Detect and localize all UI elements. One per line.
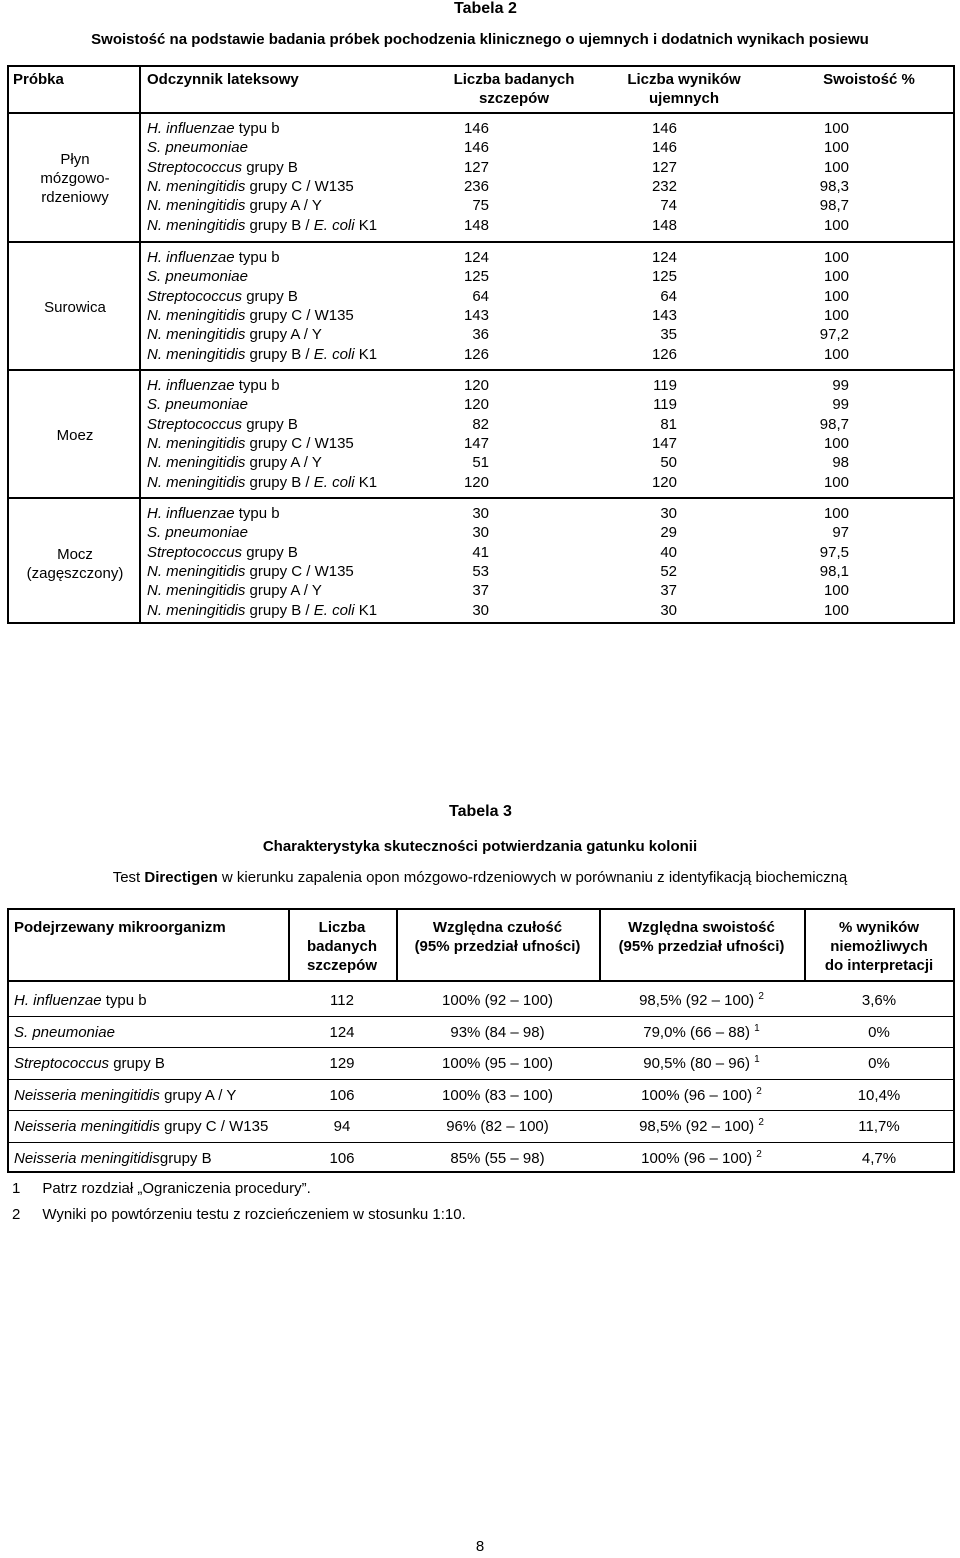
- reagent-name: S. pneumoniae: [147, 396, 248, 414]
- reagent-name: N. meningitidis grupy C / W135: [147, 562, 354, 580]
- table-row: [9, 1081, 953, 1111]
- specificity-value: 99: [832, 377, 849, 394]
- specificity-value: 100: [823, 505, 849, 522]
- strain-count: 41: [472, 543, 489, 561]
- reagent-name: N. meningitidis grupy C / W135: [147, 306, 354, 324]
- strain-count: 112: [330, 992, 354, 1009]
- reagent-name: Streptococcus grupy B: [147, 287, 298, 305]
- strain-count: 30: [472, 524, 489, 542]
- negative-count: 81: [660, 415, 677, 433]
- uninterpretable-percent: 4,7%: [861, 1149, 897, 1167]
- reagent-name: N. meningitidis grupy B / E. coli K1: [147, 216, 378, 234]
- table-row: [9, 119, 953, 138]
- specificity-value: 98,7: [819, 415, 849, 433]
- relative-sensitivity: 100% (95 – 100): [442, 1055, 553, 1072]
- table-row: [9, 376, 953, 395]
- table-row: [9, 1112, 953, 1142]
- strain-count: 146: [463, 120, 489, 137]
- table-row: [9, 158, 953, 177]
- table3-caption: Tabela 3: [449, 803, 512, 820]
- specificity-value: 100: [823, 139, 849, 157]
- negative-count: 232: [651, 177, 677, 195]
- specificity-value: 98,1: [819, 562, 849, 580]
- reagent-name: Streptococcus grupy B: [147, 415, 298, 433]
- strain-count: 236: [463, 177, 489, 195]
- reagent-name: N. meningitidis grupy C / W135: [147, 177, 354, 195]
- strain-count: 106: [329, 1149, 355, 1167]
- table-row: [9, 415, 953, 434]
- footnote-1: 1 Patrz rozdział „Ograniczenia procedury”.: [12, 1180, 311, 1197]
- negative-count: 40: [660, 543, 677, 561]
- specificity-value: 100: [823, 601, 849, 619]
- specificity-value: 100: [823, 582, 849, 600]
- strain-count: 125: [463, 268, 489, 286]
- negative-count: 127: [651, 158, 677, 176]
- table-row: [9, 395, 953, 414]
- organism-name: Neisseria meningitidis grupy C / W135: [14, 1118, 269, 1135]
- relative-specificity: 98,5% (92 – 100) $^2$: [639, 1117, 764, 1135]
- strain-count: 146: [463, 139, 489, 157]
- relative-sensitivity: 96% (82 – 100): [446, 1118, 549, 1135]
- reagent-name: N. meningitidis grupy A / Y: [147, 454, 322, 472]
- specificity-value: 100: [823, 473, 849, 491]
- specificity-value: 100: [823, 120, 849, 137]
- header-sensitivity: Względna czułość (95% przedział ufności): [414, 919, 581, 955]
- reagent-name: N. meningitidis grupy A / Y: [147, 582, 322, 600]
- strain-count: 129: [329, 1055, 355, 1072]
- relative-specificity: 79,0% (66 – 88) $^1$: [643, 1022, 760, 1041]
- strain-count: 147: [463, 434, 489, 452]
- organism-name: Neisseria meningitidisgrupy B: [14, 1149, 212, 1167]
- relative-specificity: 100% (96 – 100) $^2$: [641, 1085, 762, 1104]
- header-reagent: Odczynnik lateksowy: [147, 71, 299, 88]
- negative-count: 30: [660, 505, 677, 522]
- specificity-value: 98,3: [819, 177, 849, 195]
- strain-count: 120: [463, 396, 489, 414]
- strain-count: 82: [472, 415, 489, 433]
- strain-count: 126: [463, 345, 489, 363]
- specificity-value: 97,5: [819, 543, 849, 561]
- strain-count: 37: [472, 582, 489, 600]
- table2-subtitle: Swoistość na podstawie badania próbek pochodzenia klinicznego o ujemnych i dodatnich wynikach posiewu: [91, 31, 869, 48]
- reagent-name: H. influenzae typu b: [147, 120, 280, 137]
- strain-count: 30: [472, 601, 489, 619]
- negative-count: 119: [653, 377, 677, 394]
- footnote-2: 2 Wyniki po powtórzeniu testu z rozcieńczeniem w stosunku 1:10.: [12, 1206, 466, 1223]
- specificity-value: 99: [832, 396, 849, 414]
- negative-count: 119: [653, 396, 677, 414]
- header-rel-specificity: Względna swoistość (95% przedział ufności): [618, 919, 785, 955]
- table-row: [9, 523, 953, 542]
- table-row: [9, 306, 953, 325]
- reagent-name: H. influenzae typu b: [147, 505, 280, 522]
- specificity-value: 97: [832, 524, 849, 542]
- strain-count: 75: [472, 197, 489, 215]
- sample-name: Mocz (zagęszczony): [26, 545, 124, 582]
- negative-count: 29: [660, 524, 677, 542]
- specificity-value: 98: [832, 454, 849, 472]
- table-row: [9, 138, 953, 157]
- negative-count: 146: [651, 139, 677, 157]
- reagent-name: S. pneumoniae: [147, 268, 248, 286]
- reagent-name: N. meningitidis grupy B / E. coli K1: [147, 345, 378, 363]
- header-strain-count: Liczba badanych szczepów: [306, 919, 378, 974]
- organism-name: H. influenzae typu b: [14, 992, 147, 1009]
- specificity-value: 97,2: [819, 326, 849, 344]
- strain-count: 94: [333, 1118, 351, 1135]
- strain-count: 106: [329, 1086, 355, 1104]
- strain-count: 30: [472, 505, 489, 522]
- table2: [7, 65, 955, 624]
- table-row: [9, 473, 953, 492]
- specificity-value: 100: [823, 268, 849, 286]
- strain-count: 120: [463, 377, 489, 394]
- relative-sensitivity: 100% (83 – 100): [442, 1086, 553, 1104]
- strain-count: 124: [463, 249, 489, 266]
- reagent-name: S. pneumoniae: [147, 139, 248, 157]
- uninterpretable-percent: 0%: [868, 1055, 890, 1072]
- negative-count: 50: [660, 454, 677, 472]
- reagent-name: N. meningitidis grupy B / E. coli K1: [147, 601, 378, 619]
- sample-name: Surowica: [44, 299, 106, 317]
- table-row: [9, 248, 953, 267]
- strain-count: 127: [463, 158, 489, 176]
- reagent-name: H. influenzae typu b: [147, 377, 280, 394]
- reagent-name: N. meningitidis grupy A / Y: [147, 197, 322, 215]
- negative-count: 64: [660, 287, 677, 305]
- table-row: [9, 453, 953, 472]
- table-row: [9, 504, 953, 523]
- relative-specificity: 100% (96 – 100) $^2$: [641, 1148, 762, 1167]
- specificity-value: 100: [823, 434, 849, 452]
- strain-count: 36: [472, 326, 489, 344]
- strain-count: 120: [463, 473, 489, 491]
- strain-count: 143: [463, 306, 489, 324]
- reagent-name: Streptococcus grupy B: [147, 543, 298, 561]
- table-row: [9, 581, 953, 600]
- negative-count: 35: [660, 326, 677, 344]
- header-sample: Próbka: [13, 71, 64, 88]
- table-row: [9, 601, 953, 620]
- table-row: [9, 543, 953, 562]
- table-row: [9, 986, 953, 1016]
- table2-caption: Tabela 2: [454, 0, 517, 17]
- specificity-value: 100: [823, 216, 849, 234]
- sample-name: Płyn mózgowo- rdzeniowy: [40, 151, 110, 207]
- negative-count: 143: [651, 306, 677, 324]
- negative-count: 124: [651, 249, 677, 266]
- uninterpretable-percent: 10,4%: [857, 1086, 901, 1104]
- table-row: [9, 1018, 953, 1048]
- reagent-name: Streptococcus grupy B: [147, 158, 298, 176]
- uninterpretable-percent: 0%: [868, 1023, 890, 1041]
- strain-count: 53: [472, 562, 489, 580]
- header-negative: Liczba wyników ujemnych: [627, 71, 741, 107]
- negative-count: 126: [651, 345, 677, 363]
- reagent-name: H. influenzae typu b: [147, 249, 280, 266]
- negative-count: 146: [651, 120, 677, 137]
- specificity-value: 100: [823, 158, 849, 176]
- table-row: [9, 267, 953, 286]
- specificity-value: 100: [823, 249, 849, 266]
- negative-count: 120: [651, 473, 677, 491]
- reagent-name: N. meningitidis grupy A / Y: [147, 326, 322, 344]
- header-uninterpretable: % wyników niemożliwych do interpretacji: [824, 919, 934, 974]
- relative-sensitivity: 85% (55 – 98): [450, 1149, 545, 1167]
- header-organism: Podejrzewany mikroorganizm: [14, 919, 226, 936]
- table-row: [9, 325, 953, 344]
- uninterpretable-percent: 11,7%: [858, 1118, 900, 1135]
- table3: [7, 908, 955, 1173]
- specificity-value: 100: [823, 287, 849, 305]
- reagent-name: S. pneumoniae: [147, 524, 248, 542]
- reagent-name: N. meningitidis grupy B / E. coli K1: [147, 473, 378, 491]
- specificity-value: 100: [823, 345, 849, 363]
- specificity-value: 98,7: [819, 197, 849, 215]
- relative-sensitivity: 93% (84 – 98): [450, 1023, 545, 1041]
- relative-sensitivity: 100% (92 – 100): [442, 992, 553, 1009]
- negative-count: 125: [651, 268, 677, 286]
- negative-count: 147: [651, 434, 677, 452]
- table-row: [9, 1144, 953, 1174]
- relative-specificity: 98,5% (92 – 100) $^2$: [639, 991, 764, 1009]
- uninterpretable-percent: 3,6%: [861, 992, 897, 1009]
- negative-count: 37: [660, 582, 677, 600]
- table3-intro: Test Directigen w kierunku zapalenia opon mózgowo-rdzeniowych w porównaniu z identyfikacją biochemiczną: [112, 869, 848, 886]
- negative-count: 52: [660, 562, 677, 580]
- table-row: [9, 216, 953, 235]
- strain-count: 64: [472, 287, 489, 305]
- table-row: [9, 177, 953, 196]
- page-number: 8: [475, 1538, 485, 1555]
- organism-name: Neisseria meningitidis grupy A / Y: [14, 1086, 237, 1104]
- relative-specificity: 90,5% (80 – 96) $^1$: [643, 1054, 760, 1072]
- table-row: [9, 287, 953, 306]
- specificity-value: 100: [823, 306, 849, 324]
- negative-count: 74: [660, 197, 677, 215]
- table-row: [9, 434, 953, 453]
- table3-subtitle: Charakterystyka skuteczności potwierdzania gatunku kolonii: [262, 838, 698, 855]
- strain-count: 51: [472, 454, 489, 472]
- strain-count: 148: [463, 216, 489, 234]
- header-specificity: Swoistość %: [823, 71, 915, 88]
- reagent-name: N. meningitidis grupy C / W135: [147, 434, 354, 452]
- organism-name: Streptococcus grupy B: [14, 1055, 165, 1072]
- negative-count: 30: [660, 601, 677, 619]
- sample-name: Moez: [56, 427, 94, 445]
- table-row: [9, 562, 953, 581]
- table-row: [9, 1049, 953, 1079]
- negative-count: 148: [651, 216, 677, 234]
- strain-count: 124: [329, 1023, 355, 1041]
- header-count: Liczba badanych szczepów: [453, 71, 575, 107]
- table-row: [9, 196, 953, 215]
- table-row: [9, 345, 953, 364]
- organism-name: S. pneumoniae: [14, 1023, 115, 1041]
